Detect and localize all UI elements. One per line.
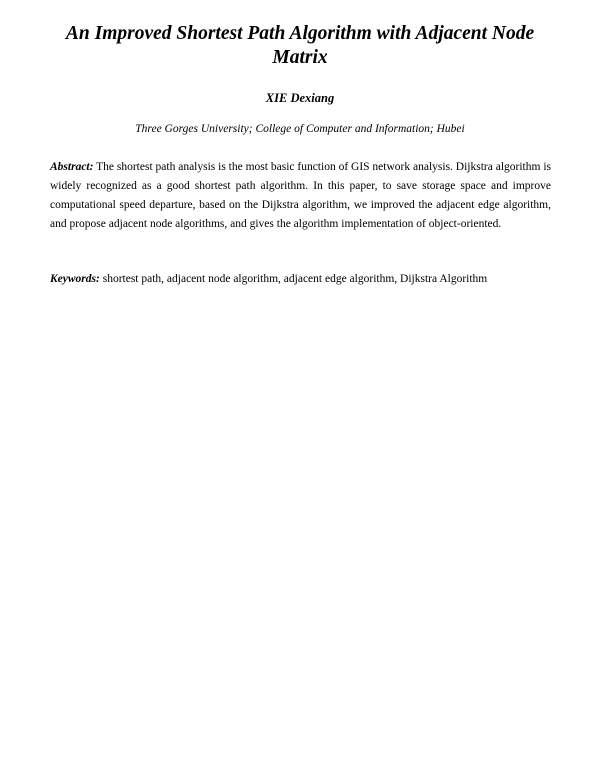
keywords-label: Keywords: — [50, 273, 100, 285]
abstract-text: The shortest path analysis is the most basic function of GIS network analysis. Dijkstra algorithm is widely recognized as a good shortest path algorithm. In this paper, to save storage space and improve computational speed departure, based on the Dijkstra algorithm, we improved the adjacent edge algorithm, and propose adjacent node algorithms, and gives the algorithm implementation of object-oriented. — [50, 161, 551, 230]
author-affiliation: Three Gorges University; College of Computer and Information; Hubei — [135, 123, 465, 135]
abstract-section — [50, 158, 551, 234]
paper-author: XIE Dexiang — [265, 91, 335, 105]
abstract-label: Abstract: — [50, 161, 94, 173]
keywords-text: shortest path, adjacent node algorithm, adjacent edge algorithm, Dijkstra Algorithm — [102, 273, 488, 285]
paper-title: An Improved Shortest Path Algorithm with Adjacent Node Matrix — [65, 23, 535, 68]
keywords-section — [50, 270, 551, 289]
